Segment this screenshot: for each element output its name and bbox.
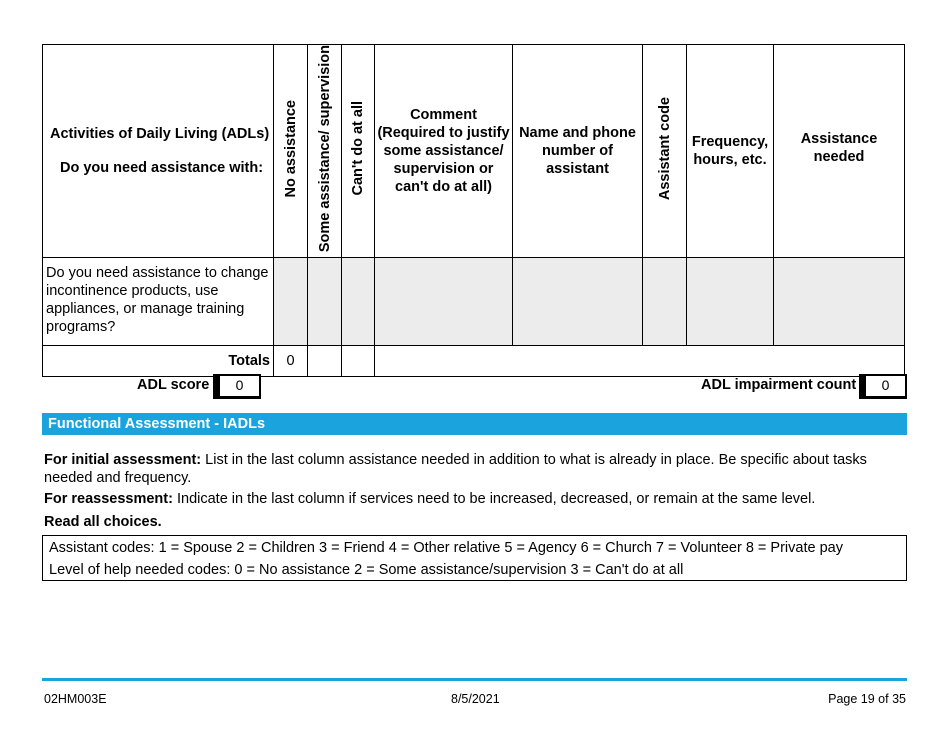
section-header-iadls: Functional Assessment - IADLs <box>42 413 907 435</box>
col-some-assistance: Some assistance/ supervision <box>308 45 342 258</box>
col-name-phone: Name and phone number of assistant <box>513 45 643 258</box>
no-assistance-checkbox[interactable] <box>274 258 308 346</box>
col-comment: Comment (Required to justify some assistance/ supervision or can't do at all) <box>375 45 513 258</box>
footer-date: 8/5/2021 <box>451 692 500 706</box>
adl-impairment-field[interactable]: 0 <box>859 374 907 399</box>
totals-no-assistance: 0 <box>274 346 308 377</box>
adl-score-label: ADL score <box>137 377 210 393</box>
initial-assessment-text: List in the last column assistance needed in addition to what is already in place. Be specific about tasks needed and frequency. <box>44 452 867 486</box>
totals-label: Totals <box>43 346 274 377</box>
col-no-assistance: No assistance <box>274 45 308 258</box>
header-title-line1: Activities of Daily Living (ADLs) <box>50 126 270 143</box>
initial-assessment-instructions <box>44 451 906 487</box>
table-header-row <box>43 45 905 258</box>
col-assistance-needed: Assistance needed <box>774 45 905 258</box>
footer-divider <box>42 678 907 681</box>
some-assistance-checkbox[interactable] <box>308 258 342 346</box>
col-assistant-code: Assistant code <box>643 45 687 258</box>
adl-header-title <box>43 45 274 258</box>
header-title-line2: Do you need assistance with: <box>60 160 264 177</box>
totals-filler <box>375 346 905 377</box>
cant-do-checkbox[interactable] <box>342 258 375 346</box>
footer-form-id: 02HM003E <box>44 692 107 706</box>
reassessment-label: For reassessment: <box>44 491 173 507</box>
footer-page-number: Page 19 of 35 <box>828 692 906 706</box>
reassessment-instructions <box>44 490 906 508</box>
col-frequency: Frequency, hours, etc. <box>687 45 774 258</box>
adl-table <box>42 44 905 377</box>
read-all-choices: Read all choices. <box>44 514 162 530</box>
initial-assessment-label: For initial assessment: <box>44 452 202 468</box>
question-text: Do you need assistance to change incontinence products, use appliances, or manage training programs? <box>43 258 274 346</box>
assistance-needed-input[interactable] <box>774 258 905 346</box>
name-phone-input[interactable] <box>513 258 643 346</box>
frequency-input[interactable] <box>687 258 774 346</box>
adl-impairment-label: ADL impairment count <box>701 377 857 393</box>
totals-row <box>43 346 905 377</box>
level-codes: Level of help needed codes: 0 = No assistance 2 = Some assistance/supervision 3 = Can't do at all <box>49 562 684 578</box>
adl-score-field[interactable]: 0 <box>213 374 261 399</box>
codes-box <box>42 535 907 581</box>
reassessment-text: Indicate in the last column if services need to be increased, decreased, or remain at the same level. <box>172 491 816 507</box>
col-cant-do: Can't do at all <box>342 45 375 258</box>
table-row <box>43 258 905 346</box>
totals-some-assistance <box>308 346 342 377</box>
assistant-codes: Assistant codes: 1 = Spouse 2 = Children 3 = Friend 4 = Other relative 5 = Agency 6 = Church 7 = Volunteer 8 = Private pay <box>49 540 843 556</box>
totals-cant-do <box>342 346 375 377</box>
assistant-code-input[interactable] <box>643 258 687 346</box>
comment-input[interactable] <box>375 258 513 346</box>
